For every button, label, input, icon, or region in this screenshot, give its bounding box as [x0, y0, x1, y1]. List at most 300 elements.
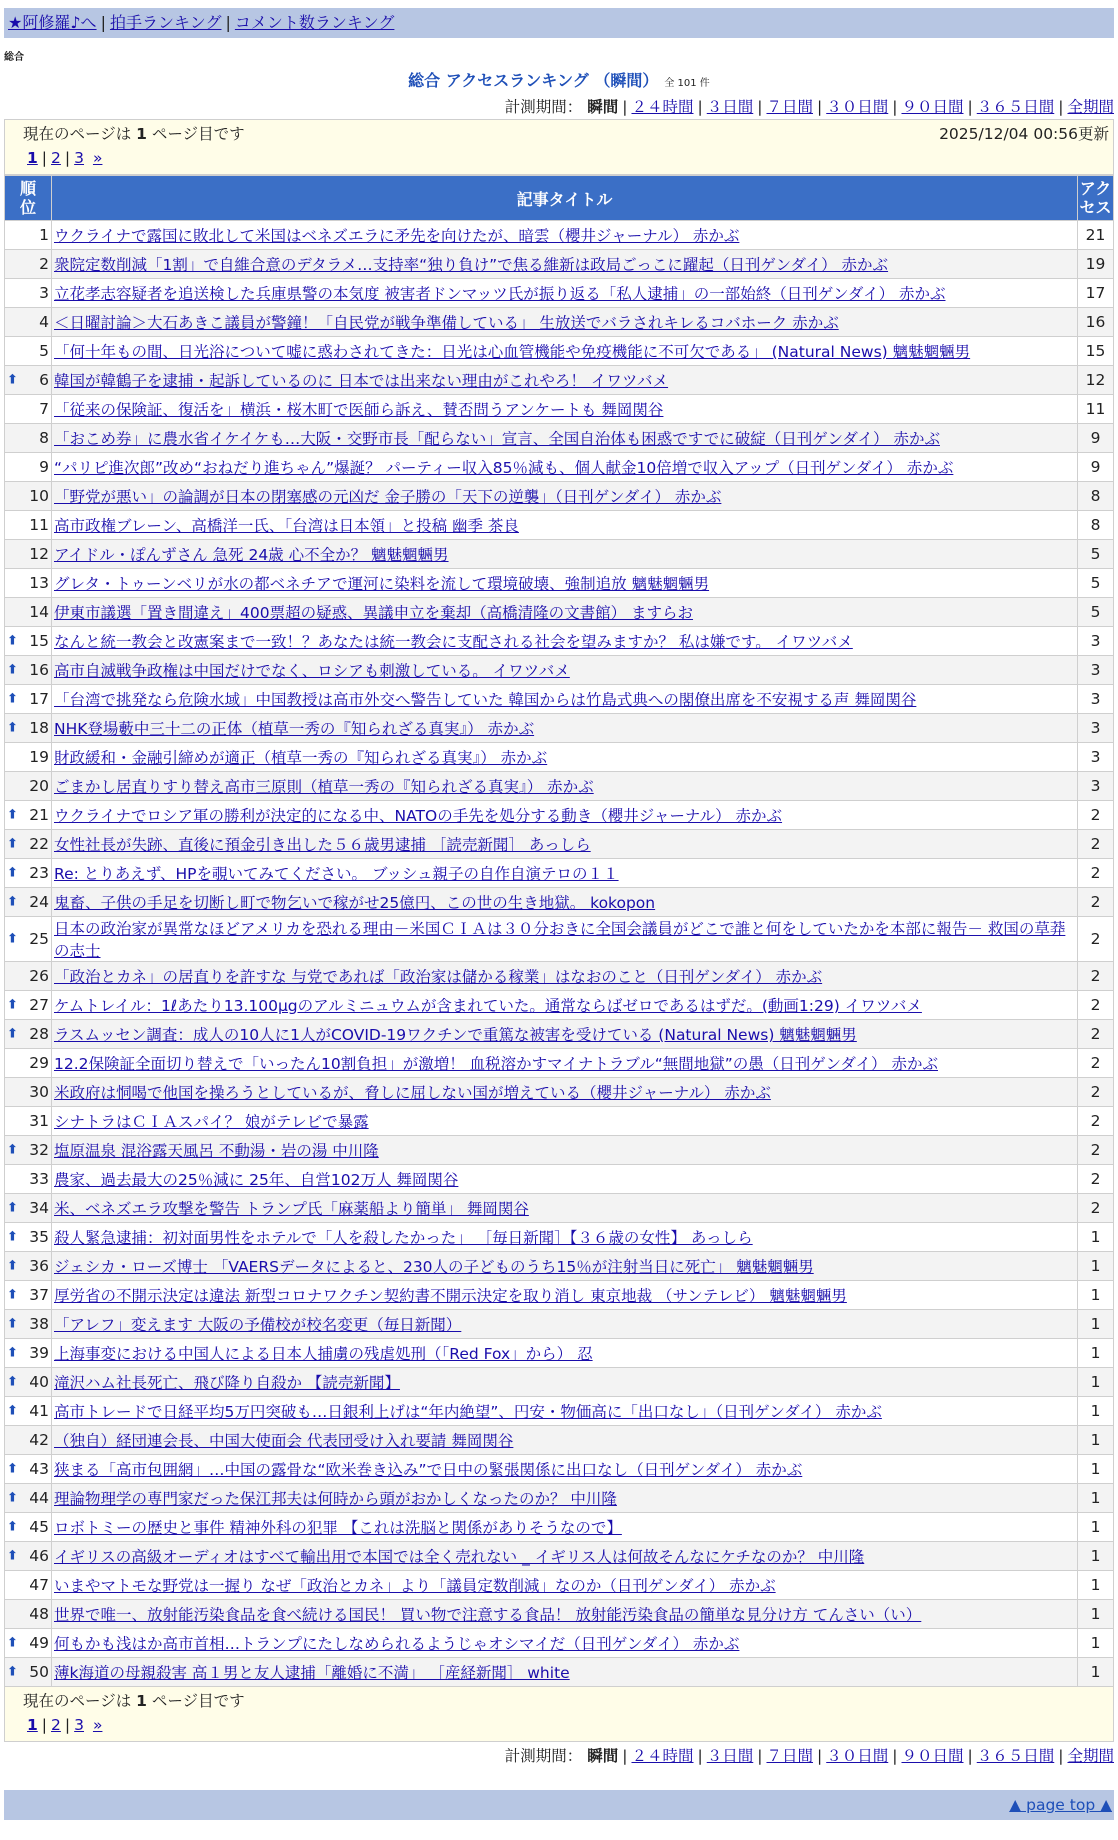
title-cell: [52, 1020, 1078, 1049]
rank-cell: [5, 424, 52, 453]
pager-next-link[interactable]: »: [92, 1716, 103, 1734]
table-row: [5, 656, 1114, 685]
rank-number: 21: [29, 806, 49, 824]
title-row: [4, 69, 1114, 93]
table-header-row: [5, 176, 1114, 221]
table-row: [5, 1339, 1114, 1368]
rank-number: 25: [29, 930, 49, 948]
title-cell: [52, 395, 1078, 424]
article-link[interactable]: 農家、過去最大の25％減に 25年、自営102万人 舞岡関谷: [54, 1171, 459, 1189]
period-current: 瞬間: [587, 98, 619, 116]
access-cell: 1: [1078, 1281, 1114, 1310]
rank-number: 36: [29, 1257, 49, 1275]
access-cell: 16: [1078, 308, 1114, 337]
rank-cell: [5, 1658, 52, 1687]
article-link[interactable]: 女性社長が失跡、直後に預金引き出した５６歳男逮捕 ［読売新聞］ あっしら: [54, 836, 591, 854]
table-row: [5, 1426, 1114, 1455]
period-separator: |: [1058, 1747, 1064, 1765]
table-row: [5, 1368, 1114, 1397]
period-current: 瞬間: [587, 1747, 619, 1765]
title-cell: [52, 1194, 1078, 1223]
period-option-link[interactable]: ３６５日間: [976, 1747, 1055, 1765]
access-cell: 3: [1078, 772, 1114, 801]
period-option-link[interactable]: ９０日間: [901, 98, 964, 116]
table-row: [5, 917, 1114, 962]
rank-number: 30: [29, 1083, 49, 1101]
up-arrow-icon: ⬆: [7, 1403, 18, 1419]
title-cell: [52, 917, 1078, 962]
rank-number: 29: [29, 1054, 49, 1072]
period-option-link[interactable]: ３０日間: [826, 1747, 889, 1765]
rank-cell: [5, 569, 52, 598]
article-link[interactable]: 鬼畜、子供の手足を切断し町で物乞いで稼がせ25億円、この世の生き地獄。 kokopon: [54, 894, 656, 912]
period-option-link[interactable]: ７日間: [766, 98, 813, 116]
rank-number: 46: [29, 1547, 49, 1565]
nav-separator: |: [100, 13, 106, 32]
article-link[interactable]: 高市自滅戦争政権は中国だけでなく、ロシアも刺激している。 イワツバメ: [54, 662, 570, 680]
title-cell: [52, 1571, 1078, 1600]
pager-separator: |: [41, 149, 48, 167]
access-cell: 1: [1078, 1397, 1114, 1426]
article-link[interactable]: 韓国が韓鶴子を逮捕・起訴しているのに 日本では出来ない理由がこれやろ！ イワツバメ: [54, 372, 669, 390]
article-link[interactable]: グレタ・トゥーンベリが水の都ベネチアで運河に染料を流して環境破壊、強制追放 魑魅魍魎男: [54, 575, 710, 593]
rank-number: 50: [29, 1663, 49, 1681]
period-option-link[interactable]: ３日間: [706, 1747, 754, 1765]
rank-cell: [5, 250, 52, 279]
period-option-link[interactable]: ９０日間: [901, 1747, 964, 1765]
rank-cell: [5, 395, 52, 424]
rank-number: 48: [29, 1605, 49, 1623]
access-cell: 1: [1078, 1629, 1114, 1658]
rank-number: 44: [29, 1489, 49, 1507]
total-count: 全 101 件: [664, 78, 710, 89]
access-cell: 8: [1078, 482, 1114, 511]
page-status-suffix: ページ目です: [151, 1692, 245, 1710]
rank-cell: [5, 772, 52, 801]
article-link[interactable]: 塩原温泉 混浴露天風呂 不動湯・岩の湯 中川隆: [54, 1142, 379, 1160]
access-cell: 9: [1078, 453, 1114, 482]
table-row: [5, 1049, 1114, 1078]
article-link[interactable]: ＜日曜討論＞大石あきこ議員が警鐘！「自民党が戦争準備している」 生放送でバラされキレるコバホーク 赤かぶ: [54, 314, 839, 332]
period-option-link[interactable]: ７日間: [766, 1747, 813, 1765]
rank-number: 4: [39, 313, 49, 331]
access-cell: 19: [1078, 250, 1114, 279]
rank-cell: [5, 366, 52, 395]
period-option-link[interactable]: ３０日間: [826, 98, 889, 116]
rank-cell: [5, 453, 52, 482]
access-cell: 1: [1078, 1223, 1114, 1252]
title-cell: [52, 888, 1078, 917]
rank-number: 40: [29, 1373, 49, 1391]
pager-next-link[interactable]: »: [92, 149, 103, 167]
article-link[interactable]: 「アレフ」変えます 大阪の予備校が校名変更（毎日新聞）: [54, 1316, 462, 1334]
title-cell: [52, 656, 1078, 685]
rank-cell: [5, 801, 52, 830]
page-title: 総合 アクセスランキング （瞬間）: [408, 71, 659, 90]
rank-cell: [5, 540, 52, 569]
breadcrumb: 総合: [4, 52, 24, 63]
access-cell: 3: [1078, 714, 1114, 743]
rank-cell: [5, 859, 52, 888]
title-cell: [52, 801, 1078, 830]
rank-number: 6: [39, 371, 49, 389]
title-cell: [52, 1513, 1078, 1542]
rank-cell: [5, 1020, 52, 1049]
access-cell: 15: [1078, 337, 1114, 366]
period-separator: |: [817, 98, 823, 116]
article-link[interactable]: 「従来の保険証、復活を」横浜・桜木町で医師ら訴え、賛否問うアンケートも 舞岡関谷: [54, 401, 664, 419]
title-cell: [52, 250, 1078, 279]
article-link[interactable]: ごまかし居直りすり替え高市三原則（植草一秀の『知られざる真実』） 赤かぶ: [54, 778, 594, 796]
period-separator: |: [697, 1747, 703, 1765]
access-cell: 1: [1078, 1571, 1114, 1600]
rank-number: 47: [29, 1576, 49, 1594]
table-row: [5, 1223, 1114, 1252]
table-row: [5, 279, 1114, 308]
table-row: [5, 888, 1114, 917]
rank-cell: [5, 1600, 52, 1629]
pager-page-link[interactable]: 2: [51, 149, 61, 167]
article-link[interactable]: 「おこめ券」に農水省イケイケも…大阪・交野市長「配らない」宣言、全国自治体も困惑ですでに破綻（日刊ゲンダイ） 赤かぶ: [54, 430, 940, 448]
period-option-link[interactable]: ３日間: [706, 98, 754, 116]
access-cell: 3: [1078, 627, 1114, 656]
article-link[interactable]: Re: とりあえず、HPを覗いてみてください。 ブッシュ親子の自作自演テロの１１: [54, 865, 619, 883]
rank-number: 38: [29, 1315, 49, 1333]
title-cell: [52, 685, 1078, 714]
access-cell: 12: [1078, 366, 1114, 395]
rank-number: 16: [29, 661, 49, 679]
table-row: [5, 830, 1114, 859]
rank-number: 31: [29, 1112, 49, 1130]
rank-number: 39: [29, 1344, 49, 1362]
up-arrow-icon: ⬆: [7, 1316, 18, 1332]
col-rank-label: 位: [19, 198, 36, 217]
article-link[interactable]: 高市政権ブレーン、高橋洋一氏、「台湾は日本領」と投稿 幽季 茶良: [54, 517, 519, 535]
rank-number: 15: [29, 632, 49, 650]
article-link[interactable]: イギリスの高級オーディオはすべて輸出用で本国では全く売れない _ イギリス人は何故そんなにケチなのか？ 中川隆: [54, 1548, 865, 1566]
title-cell: [52, 772, 1078, 801]
article-link[interactable]: ケムトレイル：1ℓあたり13.100μgのアルミニュウムが含まれていた。通常ならばゼロであるはずだ。(動画1:29) イワツバメ: [54, 997, 922, 1015]
pager-page-link[interactable]: 3: [74, 1716, 85, 1734]
rank-cell: [5, 598, 52, 627]
up-arrow-icon: ⬆: [7, 1258, 18, 1274]
article-link[interactable]: アイドル・ぽんずさん 急死 24歳 心不全か？ 魑魅魍魎男: [54, 546, 449, 564]
access-cell: 2: [1078, 1194, 1114, 1223]
table-row: [5, 1281, 1114, 1310]
article-link[interactable]: 殺人緊急逮捕：初対面男性をホテルで「人を殺したかった」 ［毎日新聞］【３６歳の女性】 あっしら: [54, 1229, 753, 1247]
article-link[interactable]: 「野党が悪い」の論調が日本の閉塞感の元凶だ 金子勝の「天下の逆襲」（日刊ゲンダイ） 赤かぶ: [54, 488, 722, 506]
article-link[interactable]: 「台湾で挑発なら危険水域」中国教授は高市外交へ警告していた 韓国からは竹島式典への閣僚出席を不安視する声 舞岡関谷: [54, 691, 917, 709]
rank-cell: [5, 1078, 52, 1107]
article-link[interactable]: “パリピ進次郎”改め“おねだり進ちゃん”爆誕？ パーティー収入85％減も、個人献金10倍増で収入アップ（日刊ゲンダイ） 赤かぶ: [54, 459, 954, 477]
article-link[interactable]: 伊東市議選「置き間違え」400票超の疑惑、異議申立を棄却（高橋清隆の文書館） ますらお: [54, 604, 694, 622]
up-arrow-icon: ⬆: [7, 1200, 18, 1216]
table-row: [5, 366, 1114, 395]
up-arrow-icon: ⬆: [7, 372, 18, 388]
article-link[interactable]: 世界で唯一、放射能汚染食品を食べ続ける国民！ 買い物で注意する食品！ 放射能汚染食品の簡単な見分け方 てんさい（い）: [54, 1606, 922, 1624]
access-cell: 2: [1078, 991, 1114, 1020]
table-row: [5, 511, 1114, 540]
period-separator: |: [757, 98, 763, 116]
title-cell: [52, 424, 1078, 453]
rank-cell: [5, 221, 52, 250]
period-separator: |: [892, 98, 898, 116]
col-title-header: 記事タイトル: [52, 176, 1078, 221]
access-cell: 1: [1078, 1339, 1114, 1368]
title-cell: [52, 482, 1078, 511]
article-link[interactable]: ラスムッセン調査：成人の10人に1人がCOVID-19ワクチンで重篤な被害を受けている (Natural News) 魑魅魍魎男: [54, 1026, 857, 1044]
article-link[interactable]: 厚労省の不開示決定は違法 新型コロナワクチン契約書不開示決定を取り消し 東京地裁 （サンテレビ） 魑魅魍魎男: [54, 1287, 847, 1305]
title-cell: [52, 1252, 1078, 1281]
title-cell: [52, 598, 1078, 627]
title-cell: [52, 221, 1078, 250]
access-cell: 5: [1078, 569, 1114, 598]
title-cell: [52, 1078, 1078, 1107]
col-rank-label: 順: [19, 179, 36, 198]
title-cell: [52, 1542, 1078, 1571]
title-cell: [52, 859, 1078, 888]
table-row: [5, 569, 1114, 598]
up-arrow-icon: ⬆: [7, 1635, 18, 1651]
table-row: [5, 308, 1114, 337]
rank-number: 45: [29, 1518, 49, 1536]
title-cell: [52, 540, 1078, 569]
page-info-bottom: [4, 1687, 1114, 1742]
rank-cell: [5, 1339, 52, 1368]
title-cell: [52, 308, 1078, 337]
updated-time: 2025/12/04 00:56更新: [939, 125, 1109, 143]
access-cell: 2: [1078, 962, 1114, 991]
period-option-link[interactable]: ３６５日間: [976, 98, 1055, 116]
page: [4, 0, 1114, 1820]
table-row: [5, 395, 1114, 424]
access-cell: 1: [1078, 1513, 1114, 1542]
rank-number: 2: [39, 255, 49, 273]
rank-cell: [5, 482, 52, 511]
table-row: [5, 1600, 1114, 1629]
access-cell: 1: [1078, 1426, 1114, 1455]
title-cell: [52, 1426, 1078, 1455]
period-selector-bottom: [4, 1744, 1114, 1768]
rank-cell: [5, 743, 52, 772]
page-status-num: 1: [136, 1692, 147, 1710]
title-cell: [52, 830, 1078, 859]
up-arrow-icon: ⬆: [7, 691, 18, 707]
rank-number: 18: [29, 719, 49, 737]
pager-top: [23, 146, 1113, 170]
article-link[interactable]: 衆院定数削減「1割」で自維合意のデタラメ…支持率“独り負け”で焦る維新は政局ごっこに躍起（日刊ゲンダイ） 赤かぶ: [54, 256, 889, 274]
table-row: [5, 1020, 1114, 1049]
access-cell: 17: [1078, 279, 1114, 308]
page-info-top: [4, 119, 1114, 175]
table-row: [5, 1165, 1114, 1194]
access-cell: 5: [1078, 540, 1114, 569]
rank-number: 43: [29, 1460, 49, 1478]
table-row: [5, 1542, 1114, 1571]
rank-number: 19: [29, 748, 49, 766]
article-link[interactable]: いまやマトモな野党は一握り なぜ「政治とカネ」より「議員定数削減」なのか（日刊ゲンダイ） 赤かぶ: [54, 1577, 776, 1595]
access-cell: 2: [1078, 1165, 1114, 1194]
table-row: [5, 1484, 1114, 1513]
title-cell: [52, 337, 1078, 366]
rank-number: 34: [29, 1199, 49, 1217]
rank-number: 24: [29, 893, 49, 911]
pager-separator: |: [64, 1716, 71, 1734]
article-link[interactable]: 滝沢ハム社長死亡、飛び降り自殺か 【読売新聞】: [54, 1374, 400, 1392]
page-top-bar: [4, 1790, 1114, 1820]
article-link[interactable]: 立花孝志容疑者を追送検した兵庫県警の本気度 被害者ドンマッツ氏が振り返る「私人逮捕」の一部始終（日刊ゲンダイ） 赤かぶ: [54, 285, 946, 303]
up-arrow-icon: ⬆: [7, 1461, 18, 1477]
table-row: [5, 714, 1114, 743]
rank-cell: [5, 308, 52, 337]
table-row: [5, 859, 1114, 888]
access-cell: 1: [1078, 1310, 1114, 1339]
article-link[interactable]: 「何十年もの間、日光浴について嘘に惑わされてきた：日光は心血管機能や免疫機能に不可欠である」 (Natural News) 魑魅魍魎男: [54, 343, 971, 361]
article-link[interactable]: 理論物理学の専門家だった保江邦夫は何時から頭がおかしくなったのか？ 中川隆: [54, 1490, 617, 1508]
page-top-link[interactable]: ▲ page top ▲: [1009, 1796, 1112, 1814]
rank-cell: [5, 1049, 52, 1078]
access-cell: 21: [1078, 221, 1114, 250]
col-access-label-line: セス: [1079, 198, 1112, 217]
article-link[interactable]: なんと統一教会と改憲案まで一致！？あなたは統一教会に支配される社会を望みますか？ 私は嫌です。 イワツバメ: [54, 633, 853, 651]
rank-number: 12: [29, 545, 49, 563]
table-row: [5, 1658, 1114, 1687]
table-row: [5, 1136, 1114, 1165]
title-cell: [52, 962, 1078, 991]
rank-number: 9: [39, 458, 49, 476]
rank-cell: [5, 1426, 52, 1455]
up-arrow-icon: ⬆: [7, 1374, 18, 1390]
pager-separator: |: [41, 1716, 48, 1734]
rank-cell: [5, 888, 52, 917]
table-row: [5, 1571, 1114, 1600]
pager-current-page[interactable]: 1: [27, 149, 38, 167]
access-cell: 2: [1078, 917, 1114, 962]
article-link[interactable]: 狭まる「高市包囲網」…中国の露骨な“欧米巻き込み”で日中の緊張関係に出口なし（日刊ゲンダイ） 赤かぶ: [54, 1461, 803, 1479]
rank-cell: [5, 1223, 52, 1252]
article-link[interactable]: 「政治とカネ」の居直りを許すな 与党であれば「政治家は儲かる稼業」はなおのこと（日刊ゲンダイ） 赤かぶ: [54, 968, 823, 986]
article-link[interactable]: シナトラはＣＩＡスパイ？ 娘がテレビで暴露: [54, 1113, 369, 1131]
period-label: 計測期間：: [504, 98, 583, 116]
rank-cell: [5, 685, 52, 714]
pager-page-link[interactable]: 2: [51, 1716, 61, 1734]
rank-cell: [5, 714, 52, 743]
article-link[interactable]: 財政緩和・金融引締めが適正（植草一秀の『知られざる真実』） 赤かぶ: [54, 749, 548, 767]
period-option-link[interactable]: 全期間: [1067, 1747, 1114, 1765]
rank-number: 10: [29, 487, 49, 505]
nav-separator: |: [225, 13, 231, 32]
pager-page-link[interactable]: 3: [74, 149, 85, 167]
title-cell: [52, 1049, 1078, 1078]
comment-ranking-link[interactable]: コメント数ランキング: [234, 13, 395, 32]
access-cell: 1: [1078, 1484, 1114, 1513]
rank-number: 42: [29, 1431, 49, 1449]
table-row: [5, 1078, 1114, 1107]
table-row: [5, 482, 1114, 511]
period-option-link[interactable]: ２４時間: [631, 98, 694, 116]
up-arrow-icon: ⬆: [7, 1548, 18, 1564]
rank-number: 14: [29, 603, 49, 621]
rank-cell: [5, 337, 52, 366]
access-cell: 2: [1078, 888, 1114, 917]
title-cell: [52, 1397, 1078, 1426]
table-row: [5, 1310, 1114, 1339]
table-row: [5, 772, 1114, 801]
article-link[interactable]: 高市トレードで日経平均5万円突破も…日銀利上げは“年内絶望”、円安・物価高に「出口なし」（日刊ゲンダイ） 赤かぶ: [54, 1403, 882, 1421]
article-link[interactable]: 米政府は恫喝で他国を操ろうとしているが、脅しに屈しない国が増えている（櫻井ジャーナル） 赤かぶ: [54, 1084, 771, 1102]
table-row: [5, 250, 1114, 279]
period-option-link[interactable]: 全期間: [1067, 98, 1114, 116]
table-row: [5, 1513, 1114, 1542]
access-cell: 5: [1078, 598, 1114, 627]
access-cell: 2: [1078, 830, 1114, 859]
access-cell: 1: [1078, 1455, 1114, 1484]
rank-number: 26: [29, 967, 49, 985]
title-cell: [52, 453, 1078, 482]
pager-current-page[interactable]: 1: [27, 1716, 38, 1734]
access-cell: 1: [1078, 1600, 1114, 1629]
up-arrow-icon: ⬆: [7, 1519, 18, 1535]
article-link[interactable]: ウクライナで露国に敗北して米国はベネズエラに矛先を向けたが、暗雲（櫻井ジャーナル） 赤かぶ: [54, 227, 740, 245]
period-separator: |: [622, 1747, 628, 1765]
title-cell: [52, 1629, 1078, 1658]
rank-number: 22: [29, 835, 49, 853]
rank-number: 37: [29, 1286, 49, 1304]
ranking-table: [4, 175, 1114, 1687]
rank-cell: [5, 1484, 52, 1513]
page-status-num: 1: [136, 125, 147, 143]
up-arrow-icon: ⬆: [7, 1026, 18, 1042]
up-arrow-icon: ⬆: [7, 1229, 18, 1245]
title-cell: [52, 1339, 1078, 1368]
access-cell: 8: [1078, 511, 1114, 540]
article-link[interactable]: 米、ベネズエラ攻撃を警告 トランプ氏「麻薬船より簡単」 舞岡関谷: [54, 1200, 529, 1218]
table-row: [5, 1455, 1114, 1484]
article-link[interactable]: ロボトミーの歴史と事件 精神外科の犯罪 【これは洗脳と関係がありそうなので】: [54, 1519, 622, 1537]
period-separator: |: [697, 98, 703, 116]
article-link[interactable]: 薄k海道の母親殺害 高１男と友人逮捕「離婚に不満」 ［産経新聞］ white: [54, 1664, 570, 1682]
access-cell: 1: [1078, 1542, 1114, 1571]
rank-cell: [5, 917, 52, 962]
rank-cell: [5, 1571, 52, 1600]
article-link[interactable]: 何もかも浅はか高市首相…トランプにたしなめられるようじゃオシマイだ（日刊ゲンダイ） 赤かぶ: [54, 1635, 740, 1653]
up-arrow-icon: ⬆: [7, 865, 18, 881]
article-link[interactable]: 日本の政治家が異常なほどアメリカを恐れる理由－米国ＣＩＡは３０分おきに全国会議員がどこで誰と何をしていたかを本部に報告－ 救国の草莽の志士: [54, 920, 1066, 960]
rank-cell: [5, 1310, 52, 1339]
access-cell: 3: [1078, 685, 1114, 714]
top-nav-bar: [4, 8, 1114, 38]
article-link[interactable]: ウクライナでロシア軍の勝利が決定的になる中、NATOの手先を処分する動き（櫻井ジャーナル） 赤かぶ: [54, 807, 783, 825]
article-link[interactable]: NHK登場藪中三十二の正体（植草一秀の『知られざる真実』） 赤かぶ: [54, 720, 535, 738]
access-cell: 3: [1078, 656, 1114, 685]
col-rank-header: [5, 176, 52, 221]
home-link[interactable]: ★阿修羅♪へ: [8, 13, 97, 32]
title-cell: [52, 279, 1078, 308]
period-option-link[interactable]: ２４時間: [631, 1747, 694, 1765]
article-link[interactable]: 12.2保険証全面切り替えで「いったん10割負担」が激増！ 血税溶かすマイナトラブル“無間地獄”の愚（日刊ゲンダイ） 赤かぶ: [54, 1055, 938, 1073]
article-link[interactable]: 上海事変における中国人による日本人捕虜の残虐処刑（「Red Fox」から） 忍: [54, 1345, 593, 1363]
article-link[interactable]: （独自）経団連会長、中国大使面会 代表団受け入れ要請 舞岡関谷: [54, 1432, 514, 1450]
table-row: [5, 685, 1114, 714]
title-cell: [52, 1600, 1078, 1629]
rank-number: 7: [39, 400, 49, 418]
rank-number: 27: [29, 996, 49, 1014]
applause-ranking-link[interactable]: 拍手ランキング: [109, 13, 222, 32]
article-link[interactable]: ジェシカ・ローズ博士 「VAERSデータによると、230人の子どものうち15％が注射当日に死亡」 魑魅魍魎男: [54, 1258, 814, 1276]
access-cell: 1: [1078, 1368, 1114, 1397]
table-row: [5, 743, 1114, 772]
rank-cell: [5, 1252, 52, 1281]
